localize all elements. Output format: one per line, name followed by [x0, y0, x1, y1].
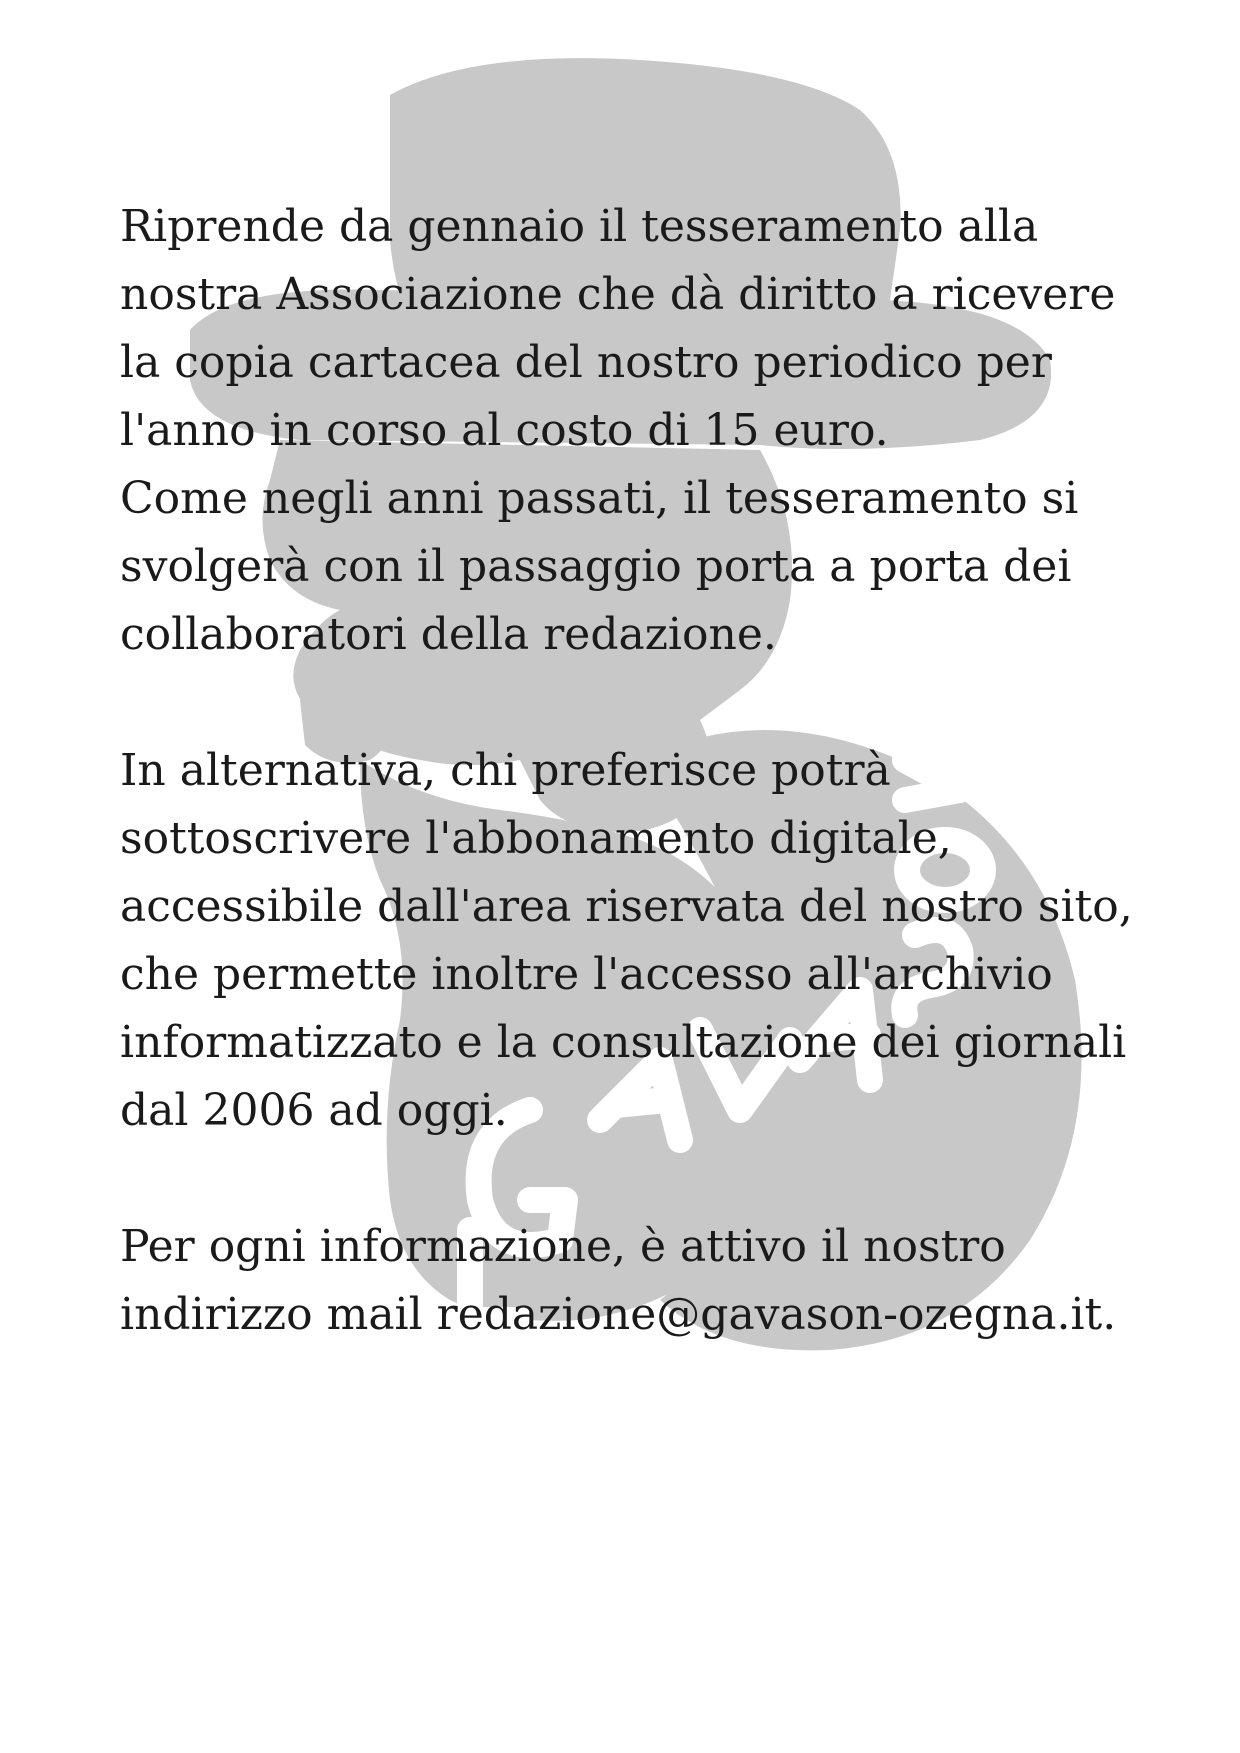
text-line: dal 2006 ad oggi. [120, 1085, 508, 1136]
paragraph-digital-subscription [120, 737, 1180, 1145]
contact-email-line: indirizzo mail redazione@gavason-ozegna.it. [120, 1289, 1117, 1340]
text-line: In alternativa, chi preferisce potrà [120, 745, 891, 796]
text-line: che permette inoltre l'accesso all'archivio [120, 949, 1053, 1000]
announcement-text [120, 193, 1180, 1349]
text-line: Come negli anni passati, il tesseramento si [120, 473, 1079, 524]
text-line: accessibile dall'area riservata del nostro sito, [120, 881, 1133, 932]
paragraph-spacer [120, 1145, 1180, 1213]
text-line: nostra Associazione che dà diritto a ricevere [120, 269, 1116, 320]
text-line: sottoscrivere l'abbonamento digitale, [120, 813, 952, 864]
text-line: la copia cartacea del nostro periodico per [120, 337, 1052, 388]
text-line: svolgerà con il passaggio porta a porta dei [120, 541, 1072, 592]
text-line: Per ogni informazione, è attivo il nostro [120, 1221, 1006, 1272]
paragraph-contact [120, 1213, 1180, 1349]
text-line: Riprende da gennaio il tesseramento alla [120, 201, 1039, 252]
paragraph-spacer [120, 669, 1180, 737]
text-line: l'anno in corso al costo di 15 euro. [120, 405, 889, 456]
paragraph-membership [120, 193, 1180, 669]
text-line: collaboratori della redazione. [120, 609, 777, 660]
text-line: informatizzato e la consultazione dei giornali [120, 1017, 1127, 1068]
